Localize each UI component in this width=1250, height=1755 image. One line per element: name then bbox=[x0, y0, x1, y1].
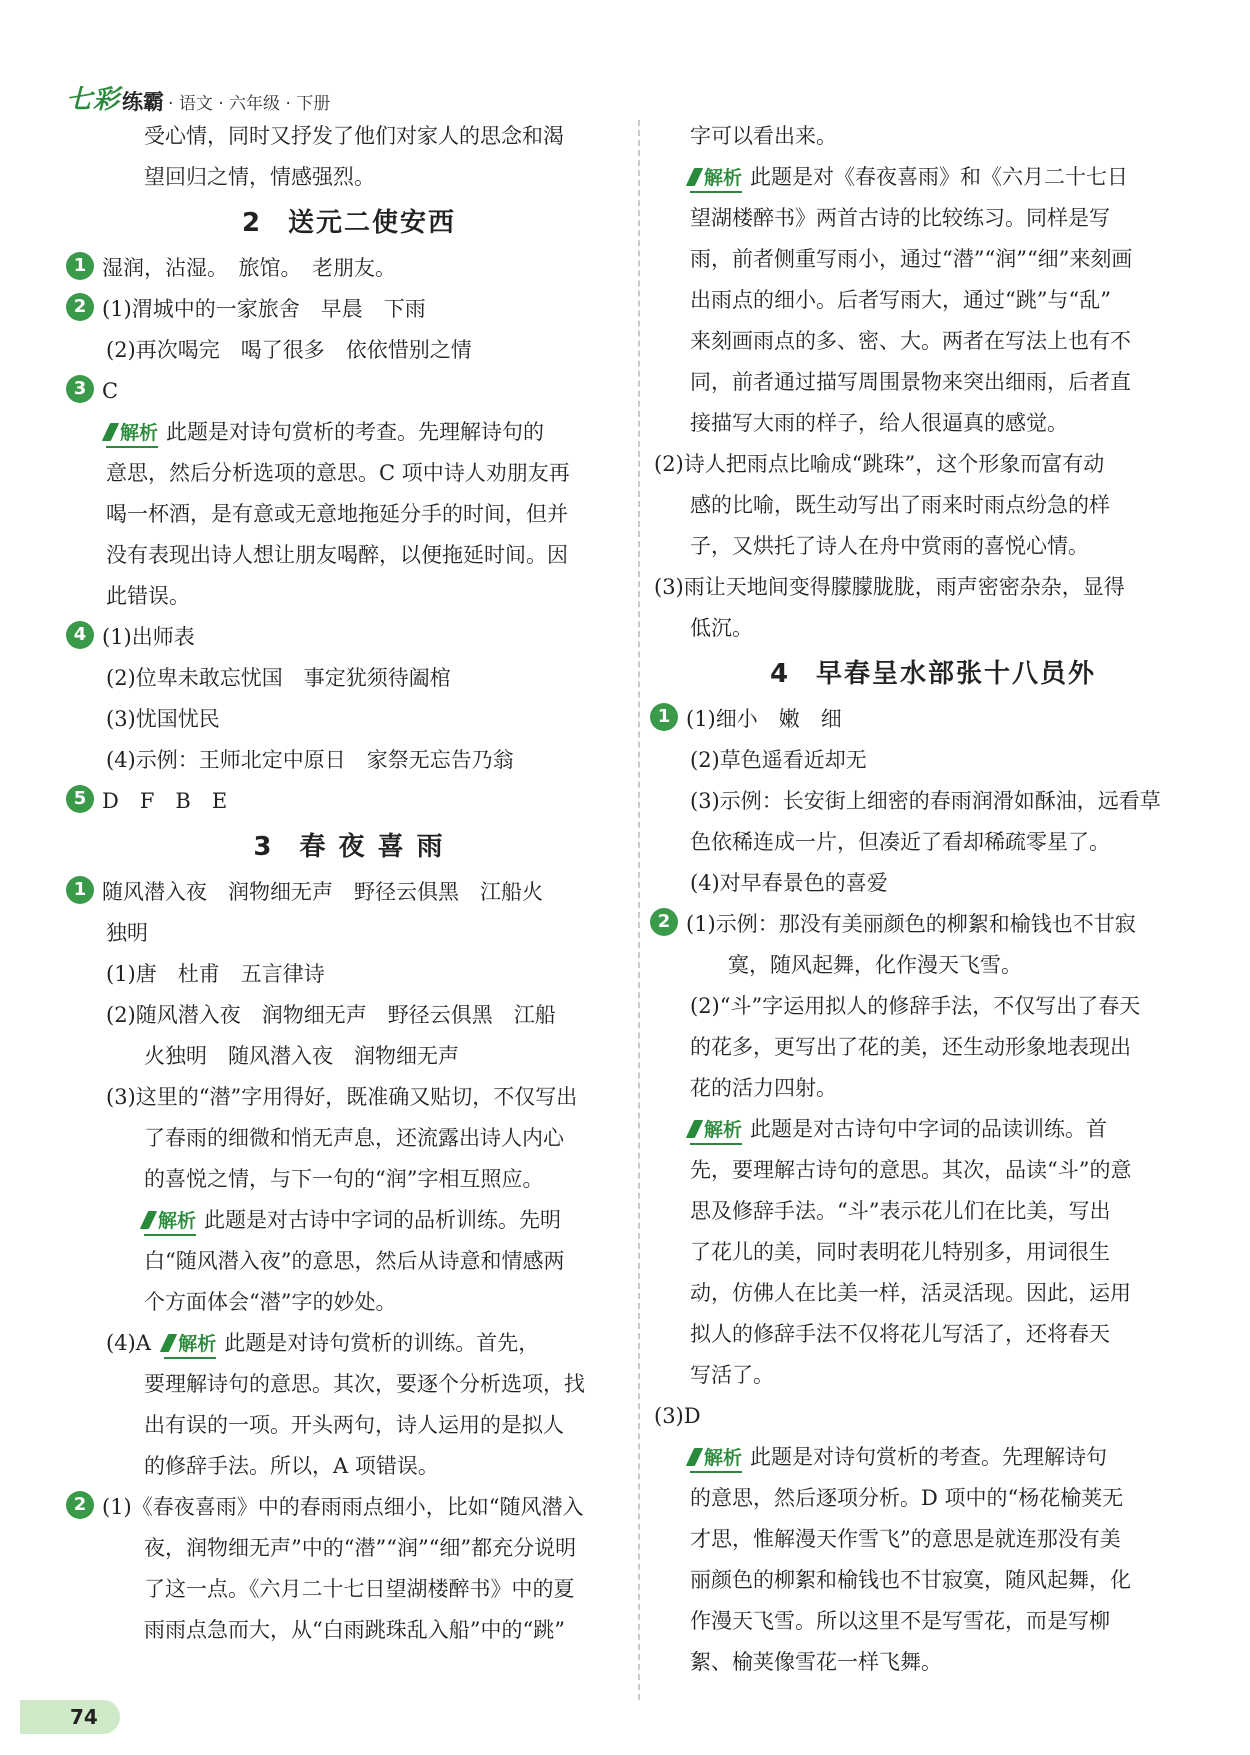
text-line: (2)位卑未敢忘忧国 事定犹须待阖棺 bbox=[106, 666, 451, 690]
analysis-label: 解析 bbox=[164, 1331, 216, 1359]
text-line: 先，要理解古诗句的意思。其次，品读“斗”的意 bbox=[690, 1158, 1132, 1182]
text-line: 个方面体会“潜”字的妙处。 bbox=[144, 1290, 397, 1314]
text-line: 才思，惟解漫天作雪飞”的意思是就连那没有美 bbox=[690, 1527, 1121, 1551]
analysis-label: 解析 bbox=[106, 420, 158, 448]
answer-2: 2 (1)示例：那没有美丽颜色的柳絮和榆钱也不甘寂 bbox=[650, 904, 1216, 945]
brand-name: 练霸 bbox=[122, 90, 165, 114]
text-line: 火独明 随风潜入夜 润物细无声 bbox=[144, 1044, 459, 1068]
question-number-badge: 2 bbox=[66, 1491, 94, 1519]
text-line: 作漫天飞雪。所以这里不是写雪花，而是写柳 bbox=[690, 1609, 1110, 1633]
text-line: (3)示例：长安街上细密的春雨润滑如酥油，远看草 bbox=[690, 789, 1161, 813]
text-line: (2)草色遥看近却无 bbox=[690, 748, 867, 772]
text-line: 没有表现出诗人想让朋友喝醉，以便拖延时间。因 bbox=[106, 543, 568, 567]
book-subject: · 语文 · 六年级 · 下册 bbox=[168, 94, 331, 114]
answer-2: 2 (1)《春夜喜雨》中的春雨雨点细小，比如“随风潜入 bbox=[66, 1487, 632, 1528]
text-line: (4)对早春景色的喜爱 bbox=[690, 871, 888, 895]
text-line: (3)D bbox=[654, 1404, 701, 1428]
text-line: 拟人的修辞手法不仅将花儿写活了，还将春天 bbox=[690, 1322, 1110, 1346]
text-line: 要理解诗句的意思。其次，要逐个分析选项，找 bbox=[144, 1372, 585, 1396]
text-line: 夜，润物细无声”中的“潜”“润”“细”都充分说明 bbox=[144, 1536, 577, 1560]
text-line: 了这一点。《六月二十七日望湖楼醉书》中的夏 bbox=[144, 1577, 575, 1601]
analysis-label: 解析 bbox=[144, 1208, 196, 1236]
pen-icon bbox=[686, 1120, 703, 1138]
text-line: 丽颜色的柳絮和榆钱也不甘寂寞，随风起舞，化 bbox=[690, 1568, 1131, 1592]
text-line: 独明 bbox=[106, 921, 148, 945]
page-header bbox=[66, 82, 330, 116]
analysis-block: 解析 此题是对《春夜喜雨》和《六月二十七日 bbox=[650, 157, 1216, 198]
question-number-badge: 3 bbox=[66, 375, 94, 403]
pen-icon bbox=[686, 168, 703, 186]
analysis-label: 解析 bbox=[690, 1445, 742, 1473]
answer-3: 3 C bbox=[66, 371, 632, 412]
text-line: 的花多，更写出了花的美，还生动形象地表现出 bbox=[690, 1035, 1131, 1059]
text-line: 出有误的一项。开头两句，诗人运用的是拟人 bbox=[144, 1413, 564, 1437]
answer-5: 5 D F B E bbox=[66, 781, 632, 822]
text-line: 花的活力四射。 bbox=[690, 1076, 837, 1100]
text-line: 絮、榆荚像雪花一样飞舞。 bbox=[690, 1650, 942, 1674]
question-number-badge: 1 bbox=[66, 876, 94, 904]
text-line: (3)这里的“潜”字用得好，既准确又贴切，不仅写出 bbox=[106, 1085, 578, 1109]
text-line: (1)唐 杜甫 五言律诗 bbox=[106, 962, 325, 986]
analysis-label: 解析 bbox=[690, 1117, 742, 1145]
text-line: (2)“斗”字运用拟人的修辞手法，不仅写出了春天 bbox=[690, 994, 1141, 1018]
text-line: 望湖楼醉书》两首古诗的比较练习。同样是写 bbox=[690, 206, 1110, 230]
analysis-block: (4)A 解析 此题是对诗句赏析的训练。首先， bbox=[66, 1323, 632, 1364]
right-column bbox=[650, 116, 1216, 1683]
answer-1: 1 湿润，沾湿。 旅馆。 老朋友。 bbox=[66, 248, 632, 289]
text-line: 子，又烘托了诗人在舟中赏雨的喜悦心情。 bbox=[690, 534, 1089, 558]
brand-logo: 七彩 bbox=[66, 85, 121, 115]
text-line: 低沉。 bbox=[690, 616, 753, 640]
text-line: 思及修辞手法。“斗”表示花儿们在比美，写出 bbox=[690, 1199, 1111, 1223]
text-line: 接描写大雨的样子，给人很逼真的感觉。 bbox=[690, 411, 1068, 435]
analysis-block: 解析 此题是对诗句赏析的考查。先理解诗句的 bbox=[66, 412, 632, 453]
page-number: 74 bbox=[20, 1700, 120, 1734]
text-line: 的喜悦之情，与下一句的“润”字相互照应。 bbox=[144, 1167, 544, 1191]
answer-4: 4 (1)出师表 bbox=[66, 617, 632, 658]
text-line: 的修辞手法。所以，A 项错误。 bbox=[144, 1454, 439, 1478]
text-line: 喝一杯酒，是有意或无意地拖延分手的时间，但并 bbox=[106, 502, 568, 526]
analysis-block: 解析 此题是对古诗中字词的品析训练。先明 bbox=[66, 1200, 632, 1241]
text-line: 动，仿佛人在比美一样，活灵活现。因此，运用 bbox=[690, 1281, 1131, 1305]
text-line: 了花儿的美，同时表明花儿特别多，用词很生 bbox=[690, 1240, 1110, 1264]
text-line: 来刻画雨点的多、密、大。两者在写法上也有不 bbox=[690, 329, 1131, 353]
text-line: 受心情，同时又抒发了他们对家人的思念和渴 bbox=[144, 124, 564, 148]
text-line: 了春雨的细微和悄无声息，还流露出诗人内心 bbox=[144, 1126, 564, 1150]
text-line: 此错误。 bbox=[106, 584, 190, 608]
question-number-badge: 5 bbox=[66, 785, 94, 813]
section-heading-4: 4 早春呈水部张十八员外 bbox=[769, 659, 1097, 689]
question-number-badge: 1 bbox=[66, 252, 94, 280]
text-line: 的意思，然后逐项分析。D 项中的“杨花榆荚无 bbox=[690, 1486, 1124, 1510]
text-line: 同，前者通过描写周围景物来突出细雨，后者直 bbox=[690, 370, 1131, 394]
section-heading-2: 2 送元二使安西 bbox=[241, 208, 457, 238]
question-number-badge: 1 bbox=[650, 703, 678, 731]
text-line: 写活了。 bbox=[690, 1363, 774, 1387]
text-line: 雨雨点急而大，从“白雨跳珠乱入船”中的“跳” bbox=[144, 1618, 565, 1642]
pen-icon bbox=[686, 1448, 703, 1466]
analysis-block: 解析 此题是对诗句赏析的考查。先理解诗句 bbox=[650, 1437, 1216, 1478]
text-line: (2)再次喝完 喝了很多 依依惜别之情 bbox=[106, 338, 472, 362]
question-number-badge: 4 bbox=[66, 621, 94, 649]
text-line: 字可以看出来。 bbox=[690, 124, 837, 148]
answer-2: 2 (1)渭城中的一家旅舍 早晨 下雨 bbox=[66, 289, 632, 330]
text-line: 寞，随风起舞，化作漫天飞雪。 bbox=[728, 953, 1022, 977]
text-line: 色依稀连成一片，但凑近了看却稀疏零星了。 bbox=[690, 830, 1110, 854]
text-line: (2)随风潜入夜 润物细无声 野径云俱黑 江船 bbox=[106, 1003, 556, 1027]
section-heading-3: 3 春 夜 喜 雨 bbox=[253, 832, 445, 862]
text-line: 雨，前者侧重写雨小，通过“潜”“润”“细”来刻画 bbox=[690, 247, 1133, 271]
text-line: 感的比喻，既生动写出了雨来时雨点纷急的样 bbox=[690, 493, 1110, 517]
left-column bbox=[66, 116, 632, 1651]
text-line: 望回归之情，情感强烈。 bbox=[144, 165, 375, 189]
question-number-badge: 2 bbox=[650, 908, 678, 936]
analysis-label: 解析 bbox=[690, 165, 742, 193]
analysis-block: 解析 此题是对古诗句中字词的品读训练。首 bbox=[650, 1109, 1216, 1150]
text-line: 白“随风潜入夜”的意思，然后从诗意和情感两 bbox=[144, 1249, 565, 1273]
column-divider bbox=[638, 120, 640, 1700]
answer-1: 1 (1)细小 嫩 细 bbox=[650, 699, 1216, 740]
text-line: 出雨点的细小。后者写雨大，通过“跳”与“乱” bbox=[690, 288, 1111, 312]
question-number-badge: 2 bbox=[66, 293, 94, 321]
text-line: (3)雨让天地间变得朦朦胧胧，雨声密密杂杂，显得 bbox=[654, 575, 1125, 599]
pen-icon bbox=[160, 1334, 177, 1352]
answer-1: 1 随风潜入夜 润物细无声 野径云俱黑 江船火 bbox=[66, 872, 632, 913]
text-line: (4)示例：王师北定中原日 家祭无忘告乃翁 bbox=[106, 748, 514, 772]
text-line: (3)忧国忧民 bbox=[106, 707, 220, 731]
pen-icon bbox=[140, 1211, 157, 1229]
text-line: (2)诗人把雨点比喻成“跳珠”，这个形象而富有动 bbox=[654, 452, 1105, 476]
text-line: 意思，然后分析选项的意思。C 项中诗人劝朋友再 bbox=[106, 461, 570, 485]
pen-icon bbox=[102, 423, 119, 441]
